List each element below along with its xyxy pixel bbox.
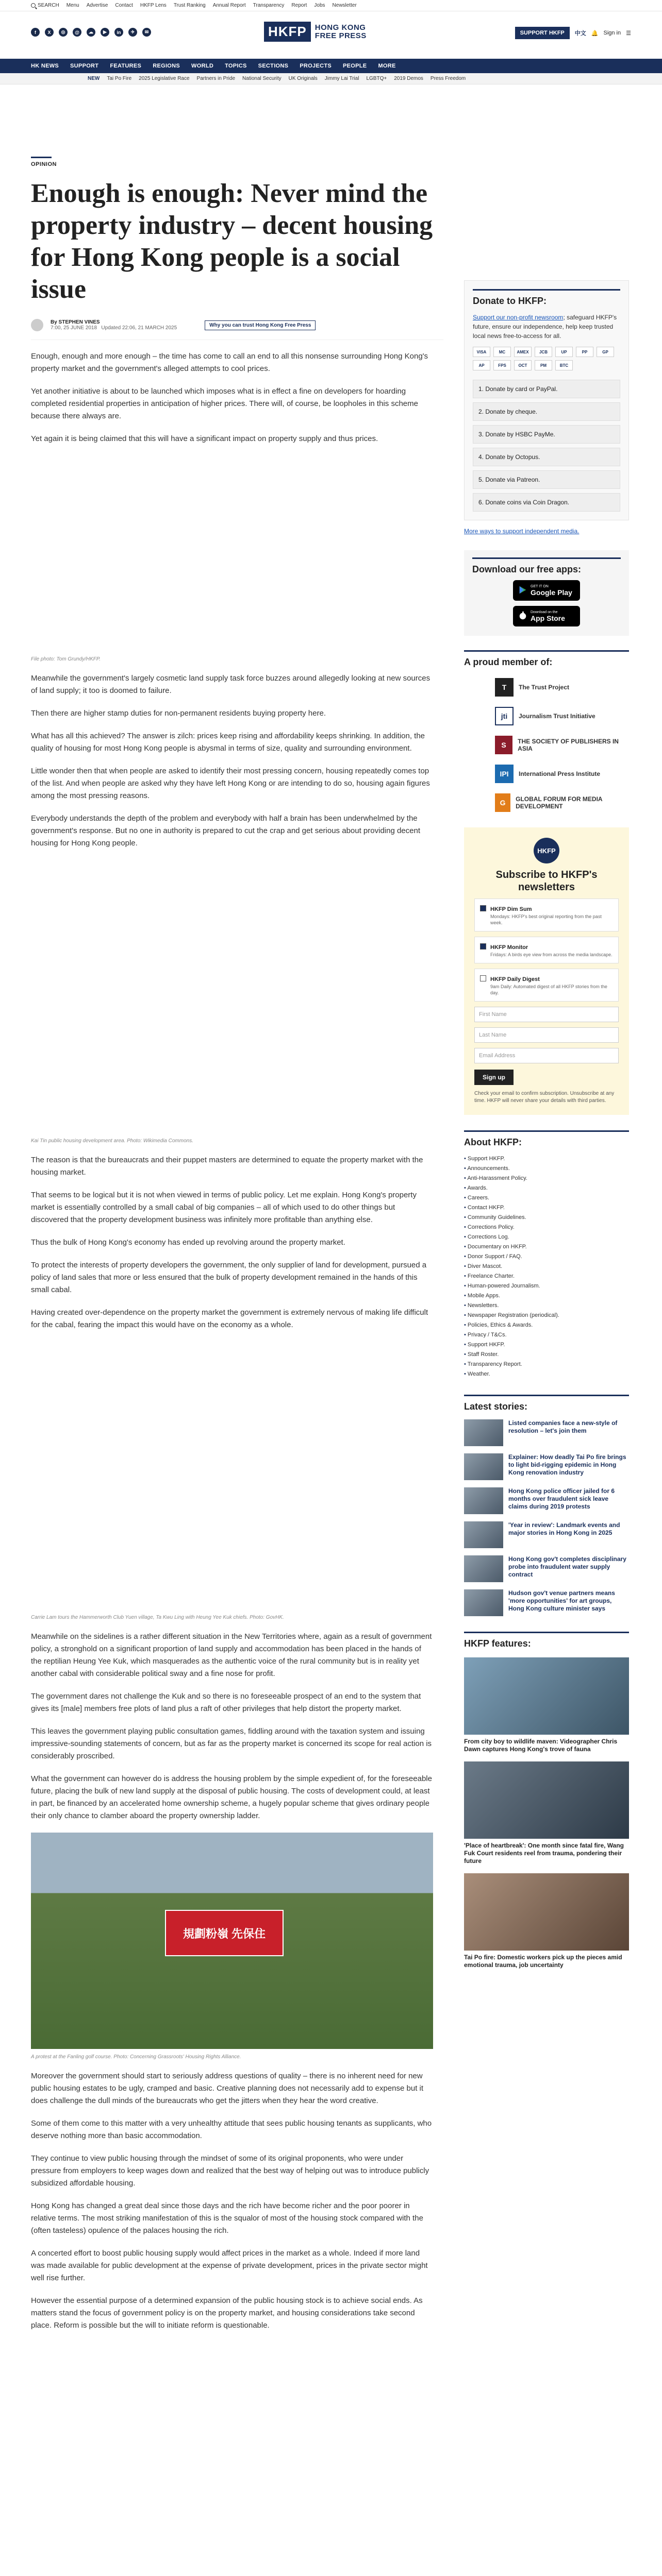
main-nav: [0, 59, 662, 73]
about-link[interactable]: • Freelance Charter.: [464, 1272, 629, 1281]
updated-date: Updated 22:06, 21 MARCH 2025: [101, 325, 177, 331]
last-name-field[interactable]: Last Name: [474, 1027, 619, 1043]
article-paragraph: Thus the bulk of Hong Kong's economy has ended up revolving around the property market.: [31, 1238, 345, 1247]
newsletter-option[interactable]: HKFP Dim Sum Mondays: HKFP's best original reporting from the past week.: [474, 899, 619, 931]
trending-item[interactable]: Press Freedom: [430, 76, 466, 81]
member-item[interactable]: T The Trust Project: [495, 678, 629, 697]
search-link[interactable]: SEARCH: [31, 3, 59, 8]
advertise-link[interactable]: Advertise: [86, 3, 108, 8]
about-link[interactable]: • Newsletters.: [464, 1301, 629, 1311]
donate-option[interactable]: 1. Donate by card or PayPal.: [473, 380, 620, 398]
article-paragraph: Yet again it is being claimed that this will have a significant impact on property supply and thus prices.: [31, 434, 378, 443]
donate-option[interactable]: 6. Donate coins via Coin Dragon.: [473, 493, 620, 512]
story-thumbnail: [464, 1521, 503, 1548]
story-thumbnail: [464, 1589, 503, 1616]
article-image: [31, 860, 433, 1133]
protest-photo: [31, 1833, 433, 2049]
nav-support[interactable]: SUPPORT: [70, 63, 99, 69]
more-ways-link[interactable]: More ways to support independent media.: [464, 528, 580, 535]
nav-sections[interactable]: SECTIONS: [258, 63, 289, 69]
contact-link[interactable]: Contact: [115, 3, 133, 8]
annual-report-link[interactable]: Annual Report: [212, 3, 246, 8]
newsletter-option[interactable]: HKFP Daily Digest 9am Daily: Automated digest of all HKFP stories from the day.: [474, 969, 619, 1002]
about-link[interactable]: • Human-powered Journalism.: [464, 1281, 629, 1291]
about-link[interactable]: • Transparency Report.: [464, 1360, 629, 1369]
about-link[interactable]: • Weather.: [464, 1369, 629, 1379]
checkbox[interactable]: [480, 975, 486, 981]
jcb-icon: JCB: [535, 347, 552, 357]
nav-projects[interactable]: PROJECTS: [300, 63, 332, 69]
article-image: [31, 455, 433, 651]
article-paragraph: The government dares not challenge the Kuk and so there is no foreseeable prospect of an end to the system that gives its [male] members free plots of land plus a raft of other privileges that help distort the property market.: [31, 1692, 421, 1713]
telegram-icon[interactable]: ✈: [128, 28, 137, 37]
article-paragraph: Moreover the government should start to seriously address questions of quality – there is no inherent need for new public housing estates to be ugly, cramped and basic. Creative planning does not necessarily add to expense but it does challenge the dull minds of the bureaucrats who get the jitters when they hear the word creative.: [31, 2072, 424, 2105]
article-paragraph: Some of them come to this matter with a very unhealthy attitude that sees public housing tenants as supplicants, who deserve nothing more than basic accommodation.: [31, 2119, 432, 2140]
transparency-link[interactable]: Transparency: [253, 3, 285, 8]
newsletter-option[interactable]: HKFP Monitor Fridays: A birds eye view from across the media landscape.: [474, 937, 619, 963]
publish-date: 7:00, 25 JUNE 2018: [51, 325, 97, 331]
member-item[interactable]: IPI International Press Institute: [495, 765, 629, 783]
nav-topics[interactable]: TOPICS: [225, 63, 247, 69]
nav-people[interactable]: PEOPLE: [343, 63, 367, 69]
about-link[interactable]: • Anti-Harassment Policy.: [464, 1174, 629, 1183]
donate-option[interactable]: 4. Donate by Octopus.: [473, 448, 620, 466]
gfmd-icon: G: [495, 793, 510, 812]
about-link[interactable]: • Staff Roster.: [464, 1350, 629, 1360]
article-paragraph: Enough, enough and more enough – the time has come to call an end to all this nonsense surrounding Hong Kong's property market and the government's alleged attempts to cool prices.: [31, 352, 428, 373]
image-caption: A protest at the Fanling golf course. Photo: Concerning Grassroots' Housing Rights Alliance.: [31, 2054, 241, 2060]
article: [31, 157, 443, 2332]
newsletter-note: Check your email to confirm subscription. Unsubscribe at any time. HKFP will never share your details with third parties.: [474, 1091, 615, 1104]
trending-label: NEW: [88, 76, 100, 81]
signup-button[interactable]: Sign up: [474, 1070, 514, 1085]
feature-story[interactable]: 'Place of heartbreak': One month since fatal fire, Wang Fuk Court residents reel from trauma, pondering their future: [464, 1761, 629, 1865]
about-link[interactable]: • Privacy / T&Cs.: [464, 1330, 629, 1340]
checkbox[interactable]: [480, 905, 486, 911]
membership-box: [464, 650, 629, 812]
lens-link[interactable]: HKFP Lens: [140, 3, 167, 8]
instagram-icon[interactable]: ◎: [59, 28, 68, 37]
google-play-icon: [518, 585, 527, 595]
article-paragraph: What the government can however do is address the housing problem by the simple expedient of, for the foreseeable future, placing the bulk of new land supply at the disposal of public housing. The costs of development could, at least in part, be financed by an accelerated home ownership scheme, a hugely popular scheme that gives ordinary people their only chance to clamber aboard the property ownership ladder.: [31, 1774, 432, 1820]
googlepay-icon: GP: [597, 347, 614, 357]
article-paragraph: Hong Kong has changed a great deal since those days and the rich have become richer and the poor poorer in relative terms. The most striking manifestation of this is the squalor of most of the housing stock compared with the (often tasteless) opulence of the palaces housing the rich.: [31, 2201, 423, 2235]
article-paragraph: Meanwhile on the sidelines is a rather different situation in the New Territories where, again as a result of government policy, a stronghold on a significant proportion of land supply and accommodation has been placed in the hands of the reptilian Heung Yee Kuk, which masquerades as the authentic voice of the rural community but is in reality yet another cabal with considerable political sway and a fine nose for profit.: [31, 1632, 432, 1678]
octopus-icon: OCT: [514, 360, 532, 370]
section-label[interactable]: OPINION: [31, 157, 52, 167]
feature-image: [464, 1657, 629, 1735]
donate-option[interactable]: 2. Donate by cheque.: [473, 402, 620, 421]
checkbox[interactable]: [480, 943, 486, 950]
bluesky-icon[interactable]: ☁: [87, 28, 95, 37]
article-paragraph: Meanwhile the government's largely cosmetic land supply task force buzzes around allegedly looking at new sources of land supply; it too is doomed to failure.: [31, 674, 431, 695]
article-paragraph: Then there are higher stamp duties for non-permanent residents buying property here.: [31, 709, 326, 718]
member-item[interactable]: jti Journalism Trust Initiative: [495, 707, 629, 725]
donate-option[interactable]: 5. Donate via Patreon.: [473, 470, 620, 489]
nav-world[interactable]: WORLD: [191, 63, 214, 69]
email-field[interactable]: Email Address: [474, 1048, 619, 1063]
trending-item[interactable]: Jimmy Lai Trial: [324, 76, 359, 81]
nav-features[interactable]: FEATURES: [110, 63, 142, 69]
threads-icon[interactable]: @: [73, 28, 81, 37]
about-link[interactable]: • Documentary on HKFP.: [464, 1242, 629, 1252]
features-heading: HKFP features:: [464, 1632, 629, 1649]
about-link[interactable]: • Awards.: [464, 1183, 629, 1193]
about-link[interactable]: • Donor Support / FAQ.: [464, 1252, 629, 1262]
jti-icon: jti: [495, 707, 514, 725]
article-paragraph: What has all this achieved? The answer is zilch: prices keep rising and affordability keeps shrinking. In addition, the quality of housing for most Hong Kong people is abysmal in terms of size, quality and surrounding environment.: [31, 732, 425, 753]
member-item[interactable]: S THE SOCIETY OF PUBLISHERS IN ASIA: [495, 736, 629, 754]
article-paragraph: The reason is that the bureaucrats and their puppet masters are determined to equate the property market with the housing market.: [31, 1156, 423, 1177]
about-link[interactable]: • Careers.: [464, 1193, 629, 1203]
about-box: [464, 1130, 629, 1379]
latest-story[interactable]: Hong Kong police officer jailed for 6 months over fraudulent sick leave claims during 2019 protests: [464, 1487, 629, 1514]
newsletter-heading: Subscribe to HKFP's newsletters: [495, 869, 598, 893]
apps-heading: Download our free apps:: [472, 557, 621, 575]
trending-item[interactable]: Tai Po Fire: [107, 76, 132, 81]
article-paragraph: Everybody understands the depth of the problem and everybody with half a brain has been underwhelmed by the government's response. But no one in authority is prepared to cut the crap and get serious about providing decent housing for Hong Kong people.: [31, 814, 421, 848]
google-play-button[interactable]: GET IT ON Google Play: [513, 580, 580, 601]
sopa-icon: S: [495, 736, 512, 754]
paypal-icon: PP: [576, 347, 593, 357]
youtube-icon[interactable]: ▶: [101, 28, 109, 37]
payme-icon: PM: [535, 360, 552, 370]
latest-story[interactable]: Hong Kong gov't completes disciplinary probe into fraudulent water supply contract: [464, 1555, 629, 1582]
more-icon[interactable]: ☰: [626, 30, 631, 37]
fps-icon: FPS: [493, 360, 511, 370]
about-heading: About HKFP:: [464, 1130, 629, 1148]
image-caption: File photo: Tom Grundy/HKFP.: [31, 656, 101, 662]
feature-story[interactable]: Tai Po fire: Domestic workers pick up the pieces amid emotional trauma, job uncertainty: [464, 1873, 629, 1969]
nav-regions[interactable]: REGIONS: [153, 63, 180, 69]
trending-item[interactable]: LGBTQ+: [366, 76, 387, 81]
story-thumbnail: [464, 1453, 503, 1480]
story-thumbnail: [464, 1487, 503, 1514]
about-link[interactable]: • Support HKFP.: [464, 1154, 629, 1164]
social-links: [31, 28, 151, 37]
donate-link[interactable]: Support our non-profit newsroom: [473, 314, 564, 321]
latest-story[interactable]: Hudson gov't venue partners means 'more opportunities' for art groups, Hong Kong culture minister says: [464, 1589, 629, 1616]
trending-item[interactable]: Partners in Pride: [196, 76, 236, 81]
jobs-link[interactable]: Jobs: [314, 3, 325, 8]
newsletter-box: [464, 827, 629, 1115]
nav-more[interactable]: MORE: [378, 63, 396, 69]
sidebar: [464, 280, 629, 1969]
bitcoin-icon: BTC: [555, 360, 573, 370]
author-avatar: [31, 319, 43, 331]
donate-heading: Donate to HKFP:: [473, 289, 620, 307]
image-caption: Kai Tin public housing development area. Photo: Wikimedia Commons.: [31, 1138, 193, 1144]
article-paragraph: They continue to view public housing through the mindset of some of its original proponents, who were under pressure from employers to keep wages down and realized that the best way of helping out was to introduce publicly subsidized affordable housing.: [31, 2154, 429, 2188]
article-title: Enough is enough: Never mind the property industry – decent housing for Hong Kong people is a social issue: [31, 179, 433, 304]
feature-image: [464, 1761, 629, 1839]
article-paragraph: A concerted effort to boost public housing supply would affect prices in the market as a whole. Indeed if more land was made available for public development at the expense of private development, prices in the private sector might well rise further.: [31, 2249, 428, 2282]
trending-item[interactable]: 2019 Demos: [394, 76, 423, 81]
about-link[interactable]: • Community Guidelines.: [464, 1213, 629, 1223]
donate-option[interactable]: 3. Donate by HSBC PayMe.: [473, 425, 620, 444]
trending-bar: [0, 73, 662, 84]
about-link[interactable]: • Announcements.: [464, 1164, 629, 1174]
trust-project-icon: T: [495, 678, 514, 697]
apple-icon: [518, 611, 527, 620]
support-button[interactable]: SUPPORT HKFP: [515, 27, 570, 39]
latest-box: [464, 1395, 629, 1616]
latest-heading: Latest stories:: [464, 1395, 629, 1412]
facebook-icon[interactable]: f: [31, 28, 40, 37]
donate-box: Donate to HKFP: Support our non-profit newsroom; safeguard HKFP's future, ensure our independence, help keep trusted local news free-to-access for all. VISA MC AMEX JCB UP PP GP AP FPS OCT PM BTC 1. Donate by card or PayPal. 2. Donate by cheque. 3. Donate by HSBC PayMe. 4. Donate by Octopus. 5. Donate via Patreon. 6. Donate coins via Coin Dragon.: [464, 280, 629, 520]
about-link[interactable]: • Mobile Apps.: [464, 1291, 629, 1301]
amex-icon: AMEX: [514, 347, 532, 357]
latest-story[interactable]: Explainer: How deadly Tai Po fire brings to light bid-rigging epidemic in Hong Kong renovation industry: [464, 1453, 629, 1480]
menu-link[interactable]: Menu: [66, 3, 79, 8]
image-caption: Carrie Lam tours the Hammerworth Club Yuen village, Ta Kwu Ling with Heung Yee Kuk chiefs. Photo: GovHK.: [31, 1615, 284, 1620]
app-store-button[interactable]: Download on the App Store: [513, 606, 580, 626]
applepay-icon: AP: [473, 360, 490, 370]
article-paragraph: However the essential purpose of a determined expansion of the public housing stock is to achieve social ends. As matters stand the focus of government policy is on the property market, and housing considerations take second place. Reform is possible but the will to initiate reform is questionable.: [31, 2296, 423, 2330]
masthead-actions: [515, 27, 631, 39]
trending-item[interactable]: 2025 Legislative Race: [139, 76, 190, 81]
utility-bar: [0, 0, 662, 11]
about-link[interactable]: • Support HKFP.: [464, 1340, 629, 1350]
article-paragraph: Having created over-dependence on the property market the government is extremely nervous of making life difficult for the cabal, fearing the impact this would have on the economy as a whole.: [31, 1308, 428, 1329]
membership-heading: A proud member of:: [464, 650, 629, 668]
feature-image: [464, 1873, 629, 1951]
trending-item[interactable]: UK Originals: [288, 76, 318, 81]
about-list: [464, 1154, 629, 1379]
visa-icon: VISA: [473, 347, 490, 357]
twitter-icon[interactable]: X: [45, 28, 54, 37]
about-link[interactable]: • Diver Mascot.: [464, 1262, 629, 1272]
trust-ranking-link[interactable]: Trust Ranking: [173, 3, 206, 8]
feature-story[interactable]: From city boy to wildlife maven: Videographer Chris Dawn captures Hong Kong's trove of fauna: [464, 1657, 629, 1753]
email-icon[interactable]: ✉: [142, 28, 151, 37]
member-item[interactable]: G GLOBAL FORUM FOR MEDIA DEVELOPMENT: [495, 793, 629, 812]
search-icon: [31, 3, 36, 8]
author-name[interactable]: By STEPHEN VINES: [51, 319, 100, 325]
article-paragraph: Yet another initiative is about to be launched which imposes what is in effect a fine on developers for hoarding completed residential properties in anticipation of higher prices. There will, of course, be loopholes in this scheme because there always are.: [31, 387, 418, 420]
about-link[interactable]: • Newspaper Registration (periodical).: [464, 1311, 629, 1320]
hkfp-ball-logo: HKFP: [534, 838, 559, 863]
unionpay-icon: UP: [555, 347, 573, 357]
about-link[interactable]: • Policies, Ethics & Awards.: [464, 1320, 629, 1330]
features-box: [464, 1632, 629, 1969]
nav-hk-news[interactable]: HK NEWS: [31, 63, 59, 69]
signin-link[interactable]: Sign in: [603, 30, 621, 36]
byline: [31, 319, 443, 340]
language-switch[interactable]: 中文: [574, 30, 586, 37]
first-name-field[interactable]: First Name: [474, 1007, 619, 1022]
latest-story[interactable]: 'Year in review': Landmark events and major stories in Hong Kong in 2025: [464, 1521, 629, 1548]
apps-box: [464, 550, 629, 636]
masthead: [0, 11, 662, 59]
trust-badge[interactable]: Why you can trust Hong Kong Free Press: [205, 320, 316, 330]
mastercard-icon: MC: [493, 347, 511, 357]
about-link[interactable]: • Corrections Log.: [464, 1232, 629, 1242]
protest-banner: 規劃粉嶺 先保住: [165, 1910, 284, 1956]
latest-story[interactable]: Listed companies face a new-style of resolution – let's join them: [464, 1419, 629, 1446]
about-link[interactable]: • Contact HKFP.: [464, 1203, 629, 1213]
article-paragraph: Little wonder then that when people are asked to identify their most pressing concern, housing repeatedly comes top of the list. And when people are asked why they have left Hong Kong or are intending to do so, housing again figures among the most pressing reasons.: [31, 767, 430, 800]
about-link[interactable]: • Corrections Policy.: [464, 1223, 629, 1232]
newsletter-link[interactable]: Newsletter: [332, 3, 357, 8]
story-thumbnail: [464, 1419, 503, 1446]
story-thumbnail: [464, 1555, 503, 1582]
linkedin-icon[interactable]: in: [114, 28, 123, 37]
article-paragraph: That seems to be logical but it is not when viewed in terms of public policy. Let me explain. Hong Kong's property market is essentially controlled by a small cabal of big companies – all of which used to do other things but discovered that the property development business was infinitely more profitable than anything else.: [31, 1191, 417, 1224]
article-paragraph: To protect the interests of property developers the government, the only supplier of land for development, pursued a policy of land sales that more or less ensured that the bulk of property development remained in the hands of this small cabal.: [31, 1261, 427, 1294]
article-image: [31, 1342, 433, 1609]
report-link[interactable]: Report: [291, 3, 307, 8]
payment-icons: [473, 347, 620, 370]
notification-icon[interactable]: 🔔: [591, 30, 599, 37]
article-paragraph: This leaves the government playing public consultation games, fiddling around with the taxation system and issuing impressive-sounding statements of concern, but as far as the property market is concerned its scope for real action is considerably proscribed.: [31, 1727, 432, 1760]
ipi-icon: IPI: [495, 765, 514, 783]
site-logo[interactable]: HKFP HONG KONG FREE PRESS: [264, 22, 367, 42]
trending-item[interactable]: National Security: [242, 76, 282, 81]
